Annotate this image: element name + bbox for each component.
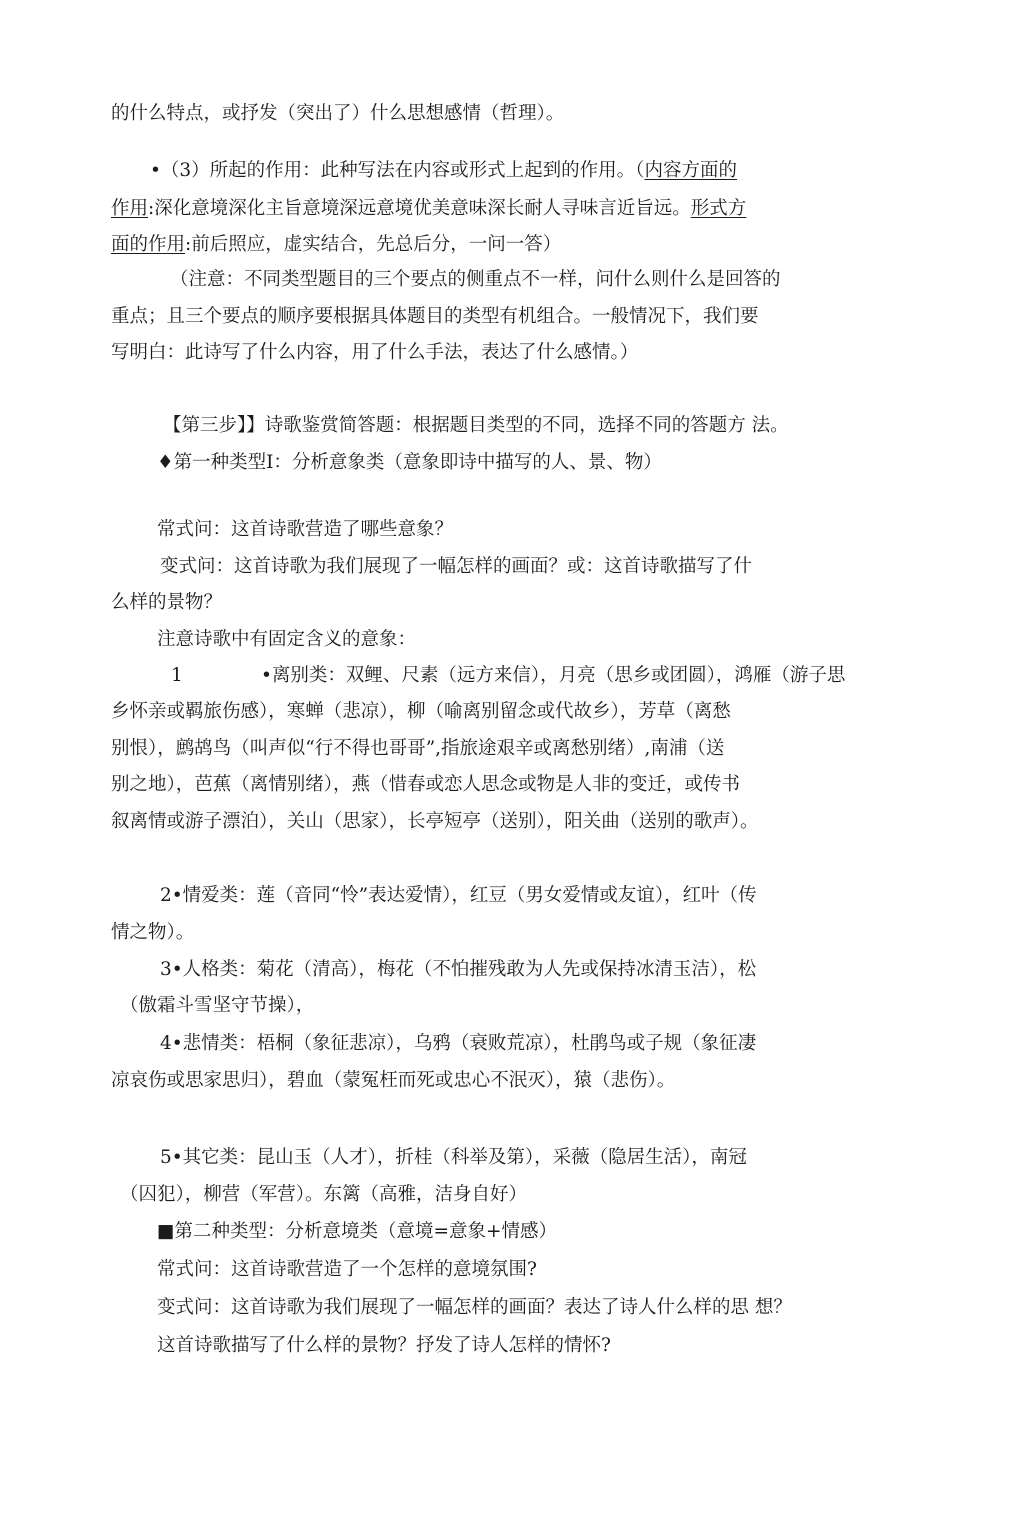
text-line: 这首诗歌描写了什么样的景物？抒发了诗人怎样的情怀? [157, 1335, 611, 1356]
text-line: 叙离情或游子漂泊），关山（思家），长亭短亭（送别），阳关曲（送别的歌声）。 [111, 811, 759, 832]
text-line: 么样的景物？ [111, 592, 223, 613]
text-line: （囚犯），柳营（军营）。东篱（高雅，洁身自好） [120, 1184, 528, 1205]
list-number: 1 [171, 665, 183, 686]
text-line [111, 196, 746, 222]
underlined-term: 面的作用 [111, 234, 186, 255]
type-heading: ♦第一种类型I：分析意象类（意象即诗中描写的人、景、物） [157, 452, 662, 473]
text-line: 常式问：这首诗歌营造了哪些意象？ [157, 519, 454, 540]
text-line [111, 232, 561, 258]
text-line: 乡怀亲或羁旅伤感），寒蝉（悲凉），柳（喻离别留念或代故乡），芳草（离愁 [111, 701, 731, 722]
text-line: 写明白：此诗写了什么内容，用了什么手法，表达了什么感情。） [111, 342, 639, 363]
text-line: 常式问：这首诗歌营造了一个怎样的意境氛围? [157, 1259, 537, 1280]
text-line: 别恨），鹧鸪鸟（叫声似“行不得也哥哥”,指旅途艰辛或离愁别绪）,南浦（送 [111, 738, 725, 759]
text-line: 3•人格类：菊花（清高），梅花（不怕摧残敢为人先或保持冰清玉洁），松 [160, 959, 757, 980]
text-line: （注意：不同类型题目的三个要点的侧重点不一样，问什么则什么是回答的 [170, 269, 781, 290]
text-line: 5•其它类：昆山玉（人才），折桂（科举及第），采薇（隐居生活），南冠 [160, 1147, 747, 1168]
text-line: 重点；且三个要点的顺序要根据具体题目的类型有机组合。一般情况下，我们要 [111, 306, 759, 327]
text-line: 变式问：这首诗歌为我们展现了一幅怎样的画面？或：这首诗歌描写了什 [160, 556, 753, 577]
text-line: 的什么特点，或抒发（突出了）什么思想感情（哲理）。 [111, 103, 565, 124]
text-line: 4•悲情类：梧桐（象征悲凉），乌鸦（衰败荒凉），杜鹃鸟或子规（象征凄 [160, 1033, 757, 1054]
text-line: 变式问：这首诗歌为我们展现了一幅怎样的画面？表达了诗人什么样的思 想？ [157, 1297, 792, 1318]
type-heading: ■第二种类型：分析意境类（意境=意象+情感） [157, 1221, 557, 1242]
text-line [150, 158, 737, 184]
underlined-term: 作用 [111, 198, 149, 219]
text-line: （傲霜斗雪坚守节操）， [120, 995, 315, 1016]
section-heading: 【第三步】】诗歌鉴赏简答题：根据题目类型的不同，选择不同的答题方 法。 [163, 415, 789, 436]
underlined-term: 形式方 [690, 198, 747, 219]
underlined-term: 内容方面的 [644, 160, 737, 181]
text-line: 凉哀伤或思家思归），碧血（蒙冤枉而死或忠心不泯灭），猿（悲伤）。 [111, 1070, 676, 1091]
text-line: 情之物）。 [111, 922, 195, 943]
text-run: •（3）所起的作用：此种写法在内容或形式上起到的作用。（ [150, 160, 645, 181]
text-line: 别之地），芭蕉（离情别绪），燕（惜春或恋人思念或物是人非的变迁，或传书 [111, 774, 741, 795]
text-run: :深化意境深化主旨意境深远意境优美意味深长耐人寻味言近旨远。 [148, 198, 691, 219]
text-line: 注意诗歌中有固定含义的意象： [157, 629, 417, 650]
text-line: •离别类：双鲤、尺素（远方来信），月亮（思乡或团圆），鸿雁（游子思 [261, 665, 846, 686]
text-line: 2•情爱类：莲（音同“怜”表达爱情），红豆（男女爱情或友谊），红叶（传 [160, 885, 757, 906]
text-run: :前后照应，虚实结合，先总后分，一问一答） [185, 234, 562, 255]
